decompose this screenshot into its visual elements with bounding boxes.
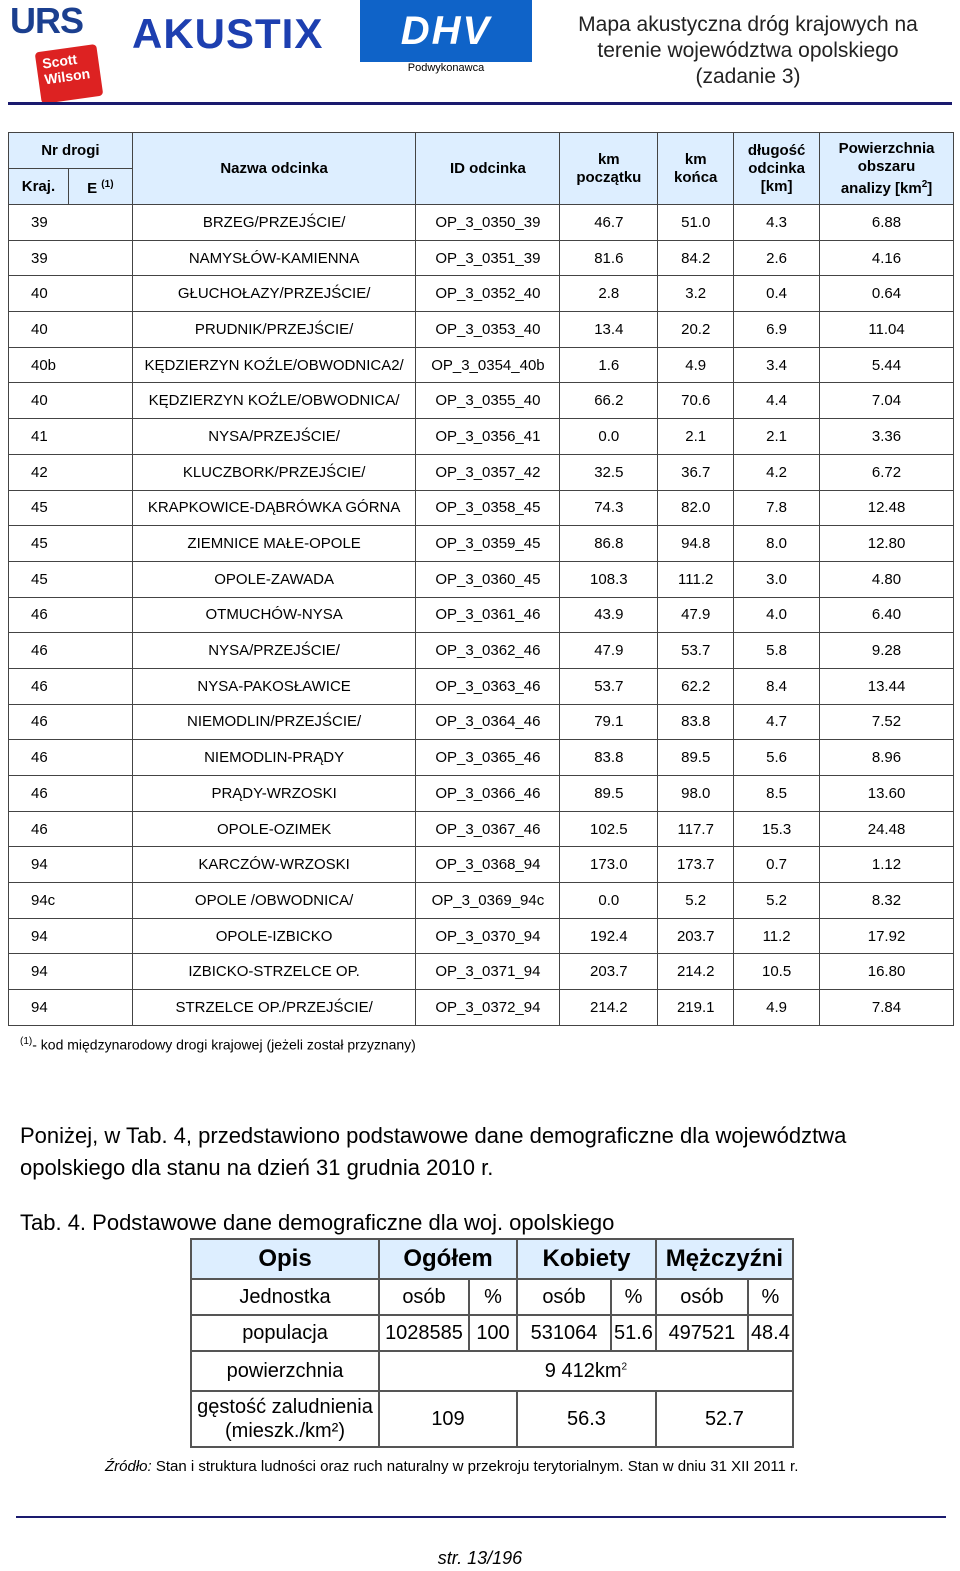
- table-row: [9, 668, 954, 704]
- cell-dl: 4.2: [734, 454, 820, 490]
- header-kraj: Kraj.: [9, 169, 69, 205]
- cell-id: OP_3_0358_45: [416, 490, 560, 526]
- cell-nr: 41: [9, 419, 133, 455]
- cell-km_p: 1.6: [560, 347, 658, 383]
- cell-km_p: 214.2: [560, 990, 658, 1026]
- cell-km_p: 66.2: [560, 383, 658, 419]
- cell-pow: 24.48: [820, 811, 954, 847]
- cell-dl: 4.0: [734, 597, 820, 633]
- cell-km_p: 89.5: [560, 776, 658, 812]
- cell-nazwa: KĘDZIERZYN KOŹLE/OBWODNICA/: [132, 383, 416, 419]
- cell-nazwa: ZIEMNICE MAŁE-OPOLE: [132, 526, 416, 562]
- table-row: [9, 811, 954, 847]
- header-e: E $^{(1)}$: [68, 169, 132, 205]
- cell-km_p: 32.5: [560, 454, 658, 490]
- cell-km_p: 79.1: [560, 704, 658, 740]
- cell-id: OP_3_0357_42: [416, 454, 560, 490]
- cell-dl: 15.3: [734, 811, 820, 847]
- cell-pow: 7.04: [820, 383, 954, 419]
- cell-id: OP_3_0365_46: [416, 740, 560, 776]
- cell-nr: 39: [9, 240, 133, 276]
- cell-nr: 46: [9, 776, 133, 812]
- table-row: [9, 704, 954, 740]
- cell-pow: 11.04: [820, 312, 954, 348]
- cell-dl: 8.5: [734, 776, 820, 812]
- cell-km_k: 62.2: [658, 668, 734, 704]
- cell-pow: 16.80: [820, 954, 954, 990]
- cell-nazwa: KĘDZIERZYN KOŹLE/OBWODNICA2/: [132, 347, 416, 383]
- akustix-logo: AKUSTIX: [132, 10, 324, 57]
- header-km-poczatku: km początku: [560, 133, 658, 205]
- cell-dl: 0.7: [734, 847, 820, 883]
- cell-pow: 9.28: [820, 633, 954, 669]
- demo-header-opis: Opis: [191, 1239, 379, 1279]
- cell-km_p: 47.9: [560, 633, 658, 669]
- cell-km_k: 173.7: [658, 847, 734, 883]
- cell-km_k: 117.7: [658, 811, 734, 847]
- cell-id: OP_3_0359_45: [416, 526, 560, 562]
- cell-km_k: 53.7: [658, 633, 734, 669]
- table-row: [9, 883, 954, 919]
- header-rule: [8, 102, 952, 105]
- table-row: [9, 954, 954, 990]
- document-title: Mapa akustyczna dróg krajowych na terenie województwa opolskiego (zadanie 3): [578, 13, 918, 88]
- table-caption: Tab. 4. Podstawowe dane demograficzne dla woj. opolskiego: [20, 1210, 615, 1235]
- cell-nazwa: KRAPKOWICE-DĄBRÓWKA GÓRNA: [132, 490, 416, 526]
- cell-nazwa: KLUCZBORK/PRZEJŚCIE/: [132, 454, 416, 490]
- cell-id: OP_3_0355_40: [416, 383, 560, 419]
- table-row: [9, 240, 954, 276]
- cell-km_k: 3.2: [658, 276, 734, 312]
- demo-header-mezczyzni: Mężczyźni: [656, 1239, 793, 1279]
- cell-km_p: 83.8: [560, 740, 658, 776]
- cell-nr: 94: [9, 990, 133, 1026]
- cell-km_k: 214.2: [658, 954, 734, 990]
- cell-id: OP_3_0353_40: [416, 312, 560, 348]
- cell-dl: 8.0: [734, 526, 820, 562]
- page-header: [0, 0, 960, 105]
- cell-nr: 46: [9, 633, 133, 669]
- cell-dl: 8.4: [734, 668, 820, 704]
- cell-nr: 46: [9, 668, 133, 704]
- cell-dl: 5.2: [734, 883, 820, 919]
- cell-nazwa: IZBICKO-STRZELCE OP.: [132, 954, 416, 990]
- cell-id: OP_3_0360_45: [416, 561, 560, 597]
- cell-id: OP_3_0364_46: [416, 704, 560, 740]
- cell-dl: 3.4: [734, 347, 820, 383]
- table-row: [9, 776, 954, 812]
- cell-km_p: 86.8: [560, 526, 658, 562]
- cell-km_k: 203.7: [658, 918, 734, 954]
- cell-dl: 6.9: [734, 312, 820, 348]
- cell-dl: 4.7: [734, 704, 820, 740]
- cell-nazwa: NYSA/PRZEJŚCIE/: [132, 633, 416, 669]
- cell-km_k: 98.0: [658, 776, 734, 812]
- cell-id: OP_3_0350_39: [416, 205, 560, 241]
- cell-km_k: 84.2: [658, 240, 734, 276]
- cell-km_p: 53.7: [560, 668, 658, 704]
- cell-nr: 40: [9, 276, 133, 312]
- demo-row-gestosc: gęstość zaludnienia (mieszk./km²) 109 56.3 52.7: [191, 1391, 793, 1447]
- cell-nr: 94c: [9, 883, 133, 919]
- table-row: [9, 276, 954, 312]
- cell-nr: 46: [9, 811, 133, 847]
- cell-km_k: 47.9: [658, 597, 734, 633]
- cell-km_p: 173.0: [560, 847, 658, 883]
- header-km-konca: km końca: [658, 133, 734, 205]
- cell-nr: 42: [9, 454, 133, 490]
- source-note: Źródło: Stan i struktura ludności oraz ruch naturalny w przekroju terytorialnym. Stan w dniu 31 XII 2011 r.: [105, 1458, 799, 1475]
- cell-km_p: 2.8: [560, 276, 658, 312]
- cell-dl: 2.6: [734, 240, 820, 276]
- cell-km_k: 219.1: [658, 990, 734, 1026]
- page-number: str. 13/196: [437, 1548, 523, 1568]
- table-row: [9, 383, 954, 419]
- cell-km_k: 51.0: [658, 205, 734, 241]
- cell-id: OP_3_0371_94: [416, 954, 560, 990]
- cell-id: OP_3_0363_46: [416, 668, 560, 704]
- header-nr-drogi: Nr drogi: [9, 133, 133, 169]
- cell-dl: 11.2: [734, 918, 820, 954]
- cell-nazwa: NYSA-PAKOSŁAWICE: [132, 668, 416, 704]
- body-paragraph: Poniżej, w Tab. 4, przedstawiono podstawowe dane demograficzne dla województwa opolskiego dla stanu na dzień 31 grudnia 2010 r.: [20, 1123, 847, 1180]
- cell-km_p: 108.3: [560, 561, 658, 597]
- cell-km_k: 82.0: [658, 490, 734, 526]
- cell-nazwa: BRZEG/PRZEJŚCIE/: [132, 205, 416, 241]
- cell-nazwa: OTMUCHÓW-NYSA: [132, 597, 416, 633]
- cell-nr: 45: [9, 490, 133, 526]
- cell-id: OP_3_0372_94: [416, 990, 560, 1026]
- cell-km_p: 192.4: [560, 918, 658, 954]
- cell-km_p: 0.0: [560, 419, 658, 455]
- header-id: ID odcinka: [416, 133, 560, 205]
- demographics-table: [190, 1238, 794, 1448]
- cell-nazwa: OPOLE-IZBICKO: [132, 918, 416, 954]
- header-dlugosc: długość odcinka [km]: [734, 133, 820, 205]
- cell-km_p: 102.5: [560, 811, 658, 847]
- cell-nr: 39: [9, 205, 133, 241]
- header-powierzchnia: Powierzchnia obszaru analizy $[km^2]$: [820, 133, 954, 205]
- cell-nr: 40b: [9, 347, 133, 383]
- cell-pow: 0.64: [820, 276, 954, 312]
- cell-pow: 4.16: [820, 240, 954, 276]
- cell-nr: 94: [9, 954, 133, 990]
- header-nazwa: Nazwa odcinka: [132, 133, 416, 205]
- cell-id: OP_3_0354_40b: [416, 347, 560, 383]
- cell-nr: 46: [9, 597, 133, 633]
- cell-km_p: 203.7: [560, 954, 658, 990]
- footer-rule: [16, 1516, 946, 1518]
- table-row: [9, 597, 954, 633]
- demo-row-jednostka: Jednostka osób % osób % osób %: [191, 1279, 793, 1315]
- cell-pow: 13.44: [820, 668, 954, 704]
- cell-dl: 4.4: [734, 383, 820, 419]
- cell-dl: 5.8: [734, 633, 820, 669]
- cell-nr: 94: [9, 847, 133, 883]
- cell-km_k: 83.8: [658, 704, 734, 740]
- cell-pow: 5.44: [820, 347, 954, 383]
- cell-nazwa: NYSA/PRZEJŚCIE/: [132, 419, 416, 455]
- dhv-logo: DHV: [360, 0, 532, 62]
- cell-id: OP_3_0367_46: [416, 811, 560, 847]
- cell-nazwa: GŁUCHOŁAZY/PRZEJŚCIE/: [132, 276, 416, 312]
- cell-km_k: 94.8: [658, 526, 734, 562]
- cell-km_p: 74.3: [560, 490, 658, 526]
- cell-pow: 3.36: [820, 419, 954, 455]
- cell-id: OP_3_0351_39: [416, 240, 560, 276]
- table-row: [9, 312, 954, 348]
- cell-km_p: 46.7: [560, 205, 658, 241]
- demo-header-kobiety: Kobiety: [517, 1239, 656, 1279]
- cell-pow: 6.88: [820, 205, 954, 241]
- cell-nazwa: OPOLE-OZIMEK: [132, 811, 416, 847]
- cell-nr: 46: [9, 740, 133, 776]
- cell-km_k: 20.2: [658, 312, 734, 348]
- urs-logo: URS Scott Wilson: [10, 6, 102, 102]
- cell-pow: 12.80: [820, 526, 954, 562]
- cell-dl: 4.3: [734, 205, 820, 241]
- cell-km_k: 36.7: [658, 454, 734, 490]
- table-row: [9, 847, 954, 883]
- cell-nazwa: NIEMODLIN/PRZEJŚCIE/: [132, 704, 416, 740]
- cell-dl: 4.9: [734, 990, 820, 1026]
- cell-id: OP_3_0352_40: [416, 276, 560, 312]
- cell-nazwa: PRUDNIK/PRZEJŚCIE/: [132, 312, 416, 348]
- cell-nazwa: KARCZÓW-WRZOSKI: [132, 847, 416, 883]
- cell-nazwa: NIEMODLIN-PRĄDY: [132, 740, 416, 776]
- table-row: [9, 419, 954, 455]
- cell-pow: 6.40: [820, 597, 954, 633]
- dhv-subtitle: Podwykonawca: [407, 62, 485, 74]
- cell-pow: 7.52: [820, 704, 954, 740]
- cell-nazwa: PRĄDY-WRZOSKI: [132, 776, 416, 812]
- cell-nr: 45: [9, 526, 133, 562]
- cell-id: OP_3_0366_46: [416, 776, 560, 812]
- cell-pow: 17.92: [820, 918, 954, 954]
- road-sections-table: [8, 132, 954, 1026]
- cell-pow: 8.32: [820, 883, 954, 919]
- cell-pow: 1.12: [820, 847, 954, 883]
- table-row: [9, 454, 954, 490]
- cell-id: OP_3_0356_41: [416, 419, 560, 455]
- cell-pow: 13.60: [820, 776, 954, 812]
- table-row: [9, 205, 954, 241]
- cell-nazwa: STRZELCE OP./PRZEJŚCIE/: [132, 990, 416, 1026]
- cell-pow: 4.80: [820, 561, 954, 597]
- cell-km_k: 4.9: [658, 347, 734, 383]
- table-row: [9, 990, 954, 1026]
- demo-header-ogolem: Ogółem: [379, 1239, 517, 1279]
- cell-km_k: 70.6: [658, 383, 734, 419]
- demo-row-populacja: populacja 1028585 100 531064 51.6 497521 48.4: [191, 1315, 793, 1351]
- cell-km_k: 5.2: [658, 883, 734, 919]
- cell-dl: 5.6: [734, 740, 820, 776]
- cell-nr: 40: [9, 383, 133, 419]
- cell-nr: 46: [9, 704, 133, 740]
- table-row: [9, 561, 954, 597]
- cell-km_k: 2.1: [658, 419, 734, 455]
- cell-id: OP_3_0369_94c: [416, 883, 560, 919]
- cell-pow: 8.96: [820, 740, 954, 776]
- cell-dl: 0.4: [734, 276, 820, 312]
- cell-pow: 7.84: [820, 990, 954, 1026]
- cell-dl: 3.0: [734, 561, 820, 597]
- table-row: [9, 633, 954, 669]
- cell-km_p: 0.0: [560, 883, 658, 919]
- cell-dl: 10.5: [734, 954, 820, 990]
- cell-km_p: 43.9: [560, 597, 658, 633]
- cell-pow: 12.48: [820, 490, 954, 526]
- cell-id: OP_3_0361_46: [416, 597, 560, 633]
- cell-nazwa: OPOLE-ZAWADA: [132, 561, 416, 597]
- cell-nazwa: NAMYSŁÓW-KAMIENNA: [132, 240, 416, 276]
- table-row: [9, 347, 954, 383]
- cell-nazwa: OPOLE /OBWODNICA/: [132, 883, 416, 919]
- cell-id: OP_3_0368_94: [416, 847, 560, 883]
- cell-id: OP_3_0362_46: [416, 633, 560, 669]
- table-row: [9, 490, 954, 526]
- cell-id: OP_3_0370_94: [416, 918, 560, 954]
- cell-km_k: 89.5: [658, 740, 734, 776]
- cell-km_k: 111.2: [658, 561, 734, 597]
- table-row: [9, 526, 954, 562]
- cell-nr: 94: [9, 918, 133, 954]
- cell-nr: 40: [9, 312, 133, 348]
- scott-wilson-badge: Scott Wilson: [35, 44, 104, 104]
- cell-km_p: 13.4: [560, 312, 658, 348]
- cell-km_p: 81.6: [560, 240, 658, 276]
- cell-dl: 2.1: [734, 419, 820, 455]
- table-row: [9, 740, 954, 776]
- cell-pow: 6.72: [820, 454, 954, 490]
- road-sections-body: [9, 205, 954, 1026]
- table-row: [9, 918, 954, 954]
- cell-nr: 45: [9, 561, 133, 597]
- footnote: $^{(1)}$- kod międzynarodowy drogi krajowej (jeżeli został przyznany): [20, 1036, 416, 1053]
- demo-row-powierzchnia: powierzchnia 9 $412km^2$: [191, 1351, 793, 1391]
- cell-dl: 7.8: [734, 490, 820, 526]
